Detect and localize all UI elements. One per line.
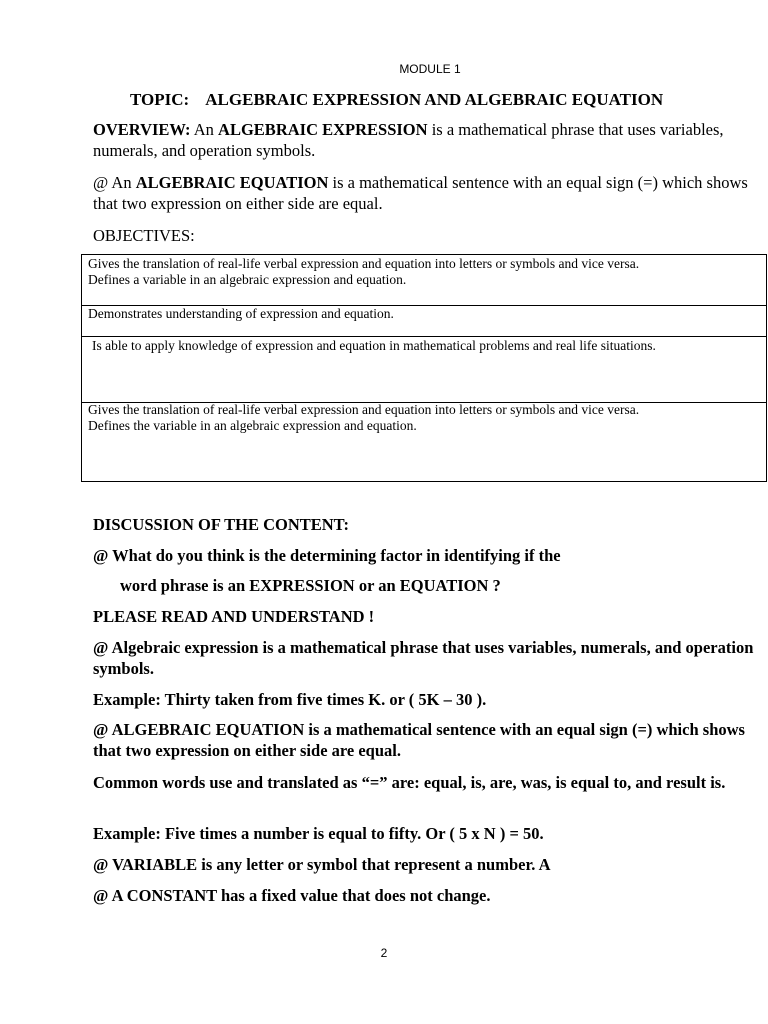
variable-definition: @ VARIABLE is any letter or symbol that represent a number. A: [93, 855, 551, 874]
overview-pre: An: [190, 120, 219, 139]
common-words: Common words use and translated as “=” are: equal, is, are, was, is equal to, and result is.: [93, 773, 726, 792]
equation-definition-bold: @ ALGEBRAIC EQUATION is a mathematical sentence with an equal sign (=) which shows that two expression on either side are equal.: [93, 720, 745, 760]
overview-term: ALGEBRAIC EXPRESSION: [218, 120, 428, 139]
equation-def-post: is a mathematical sentence with an equal sign (=) which shows that two expression on either side are equal.: [93, 173, 748, 213]
overview-post: is a mathematical phrase that uses variables, numerals, and operation symbols.: [93, 120, 724, 160]
objective-text: Gives the translation of real-life verbal expression and equation into letters or symbols and vice versa.: [88, 402, 640, 417]
objective-row: [82, 336, 766, 403]
question-line-1: @ What do you think is the determining factor in identifying if the: [93, 546, 561, 565]
equation-def-term: ALGEBRAIC EQUATION: [135, 173, 329, 192]
module-label: MODULE 1: [399, 62, 461, 76]
question-line-2: word phrase is an EXPRESSION or an EQUATION ?: [120, 576, 501, 595]
read-instruction: PLEASE READ AND UNDERSTAND !: [93, 607, 375, 626]
objective-text: Demonstrates understanding of expression and equation.: [88, 306, 394, 321]
objective-text: Gives the translation of real-life verbal expression and equation into letters or symbols and vice versa.: [88, 256, 640, 271]
example-equation: Example: Five times a number is equal to fifty. Or ( 5 x N ) = 50.: [93, 824, 544, 843]
topic-title: ALGEBRAIC EXPRESSION AND ALGEBRAIC EQUATION: [205, 90, 664, 109]
objective-text: Defines a variable in an algebraic expression and equation.: [88, 272, 407, 287]
objective-text: Is able to apply knowledge of expression and equation in mathematical problems and real life situations.: [92, 338, 656, 353]
objective-row: [82, 255, 766, 306]
overview-paragraph: [93, 119, 763, 161]
overview-label: OVERVIEW:: [93, 120, 191, 139]
expression-definition: @ Algebraic expression is a mathematical phrase that uses variables, numerals, and operation symbols.: [93, 638, 754, 678]
topic-label: TOPIC:: [130, 90, 190, 109]
objective-row: [82, 401, 766, 482]
objective-row: [82, 305, 766, 337]
equation-definition: [93, 172, 763, 214]
objectives-label: OBJECTIVES:: [93, 226, 195, 245]
topic-heading: [130, 90, 663, 110]
equation-def-pre: @ An: [93, 173, 136, 192]
example-expression: Example: Thirty taken from five times K. or ( 5K – 30 ).: [93, 690, 487, 709]
discussion-heading: DISCUSSION OF THE CONTENT:: [93, 515, 349, 534]
objectives-table: [81, 254, 767, 482]
objective-text: Defines the variable in an algebraic expression and equation.: [88, 418, 417, 433]
constant-definition: @ A CONSTANT has a fixed value that does not change.: [93, 886, 491, 905]
page-number: 2: [380, 946, 388, 960]
